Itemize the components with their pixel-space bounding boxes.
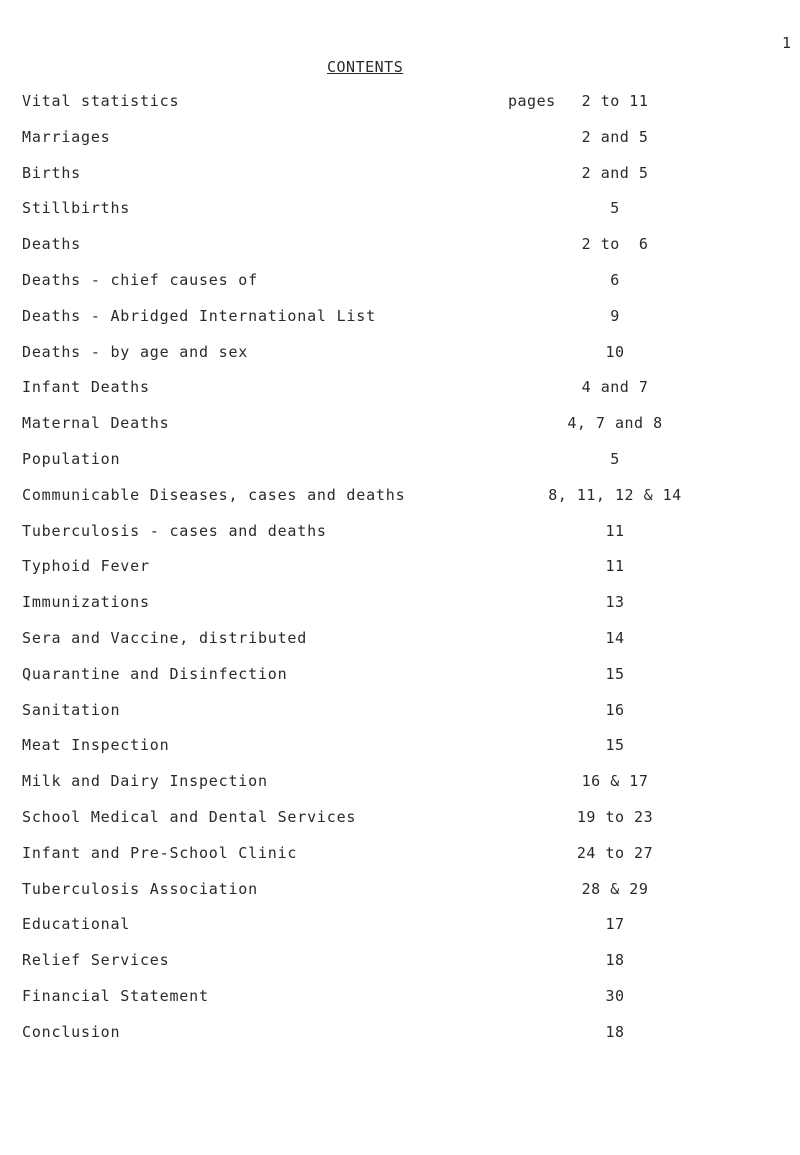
toc-entry-label: Immunizations: [22, 593, 150, 612]
toc-entry-label: Deaths - Abridged International List: [22, 306, 376, 325]
toc-entry-label: Meat Inspection: [22, 736, 170, 755]
toc-entry-pages: 6: [610, 271, 620, 289]
toc-entry-pages: 24 to 27: [576, 843, 654, 862]
toc-entry-label: Deaths: [22, 235, 81, 254]
toc-entry-pages: 2 and 5: [581, 127, 649, 146]
toc-entry-label: Population: [22, 450, 121, 468]
toc-entry: [0, 271, 800, 295]
toc-entry: [0, 450, 800, 474]
toc-entry-label: Educational: [22, 915, 131, 934]
toc-entry: [0, 235, 800, 259]
toc-entry-pages: 8, 11, 12 & 14: [548, 485, 682, 504]
toc-entry-label: Financial Statement: [22, 987, 209, 1005]
toc-entry-pages: 4 and 7: [581, 378, 649, 397]
toc-entry-pages: 5: [610, 450, 620, 468]
toc-entry-pages: 15: [605, 664, 625, 683]
toc-entry-pages: 18: [605, 1022, 625, 1041]
toc-entry: [0, 701, 800, 725]
toc-entry-label: Quarantine and Disinfection: [22, 664, 288, 683]
toc-entry: [0, 522, 800, 546]
toc-entry-label: Conclusion: [22, 1022, 121, 1041]
toc-entry-pages: 30: [605, 987, 625, 1005]
toc-entry: [0, 199, 800, 223]
pages-column-label: pages: [508, 92, 556, 110]
contents-title: CONTENTS: [327, 58, 404, 76]
toc-entry: [0, 92, 800, 116]
toc-entry-label: Sera and Vaccine, distributed: [22, 629, 308, 647]
toc-entry: [0, 772, 800, 796]
toc-entry: [0, 1023, 800, 1047]
toc-entry-pages: 15: [605, 736, 625, 755]
toc-entry-pages: 11: [605, 521, 625, 540]
toc-entry-label: Stillbirths: [22, 199, 131, 218]
toc-entry-label: Births: [22, 163, 81, 182]
toc-entry-label: Infant Deaths: [22, 378, 150, 397]
toc-entry-label: Deaths - chief causes of: [22, 271, 258, 289]
toc-entry: [0, 844, 800, 868]
toc-entry: [0, 128, 800, 152]
toc-entry-pages: 5: [610, 199, 620, 218]
toc-entry: [0, 880, 800, 904]
toc-entry: [0, 593, 800, 617]
toc-entry-label: Deaths - by age and sex: [22, 342, 249, 361]
toc-entry-label: School Medical and Dental Services: [22, 808, 357, 826]
toc-entry-pages: 11: [605, 557, 625, 576]
toc-entry-pages: 14: [605, 629, 625, 647]
toc-entry-label: Tuberculosis Association: [22, 879, 258, 898]
toc-entry-pages: 28 & 29: [581, 879, 649, 898]
toc-entry: [0, 736, 800, 760]
toc-entry-pages: 9: [610, 306, 620, 325]
toc-entry: [0, 307, 800, 331]
toc-entry-label: Marriages: [22, 127, 111, 146]
toc-entry: [0, 629, 800, 653]
toc-entry-label: Sanitation: [22, 700, 121, 719]
toc-entry-label: Tuberculosis - cases and deaths: [22, 521, 327, 540]
toc-entry: [0, 378, 800, 402]
toc-entry: [0, 343, 800, 367]
toc-entry: [0, 665, 800, 689]
toc-entry-pages: 4, 7 and 8: [567, 414, 663, 433]
toc-entry: [0, 915, 800, 939]
toc-entry-label: Typhoid Fever: [22, 557, 150, 576]
page-number: 1: [782, 34, 792, 52]
toc-entry-label: Communicable Diseases, cases and deaths: [22, 485, 406, 504]
toc-entry-label: Infant and Pre-School Clinic: [22, 843, 298, 862]
toc-entry-pages: 17: [605, 915, 625, 934]
toc-entry-label: Relief Services: [22, 951, 170, 970]
toc-entry: [0, 987, 800, 1011]
toc-entry: [0, 164, 800, 188]
toc-entry-pages: 16: [605, 700, 625, 719]
toc-entry: [0, 486, 800, 510]
toc-entry-label: Vital statistics: [22, 92, 180, 110]
toc-entry-pages: 2 to 6: [581, 235, 649, 254]
toc-entry: [0, 414, 800, 438]
toc-entry-pages: 2 and 5: [581, 163, 649, 182]
toc-entry-pages: 2 to 11: [581, 92, 649, 110]
toc-entry-pages: 13: [605, 593, 625, 612]
toc-entry: [0, 557, 800, 581]
toc-entry-pages: 10: [605, 342, 625, 361]
toc-entry-label: Maternal Deaths: [22, 414, 170, 433]
toc-entry: [0, 951, 800, 975]
toc-entry-label: Milk and Dairy Inspection: [22, 772, 268, 791]
toc-entry-pages: 19 to 23: [576, 808, 654, 826]
toc-entry: [0, 808, 800, 832]
toc-entry-pages: 16 & 17: [581, 772, 649, 791]
toc-entry-pages: 18: [605, 951, 625, 970]
